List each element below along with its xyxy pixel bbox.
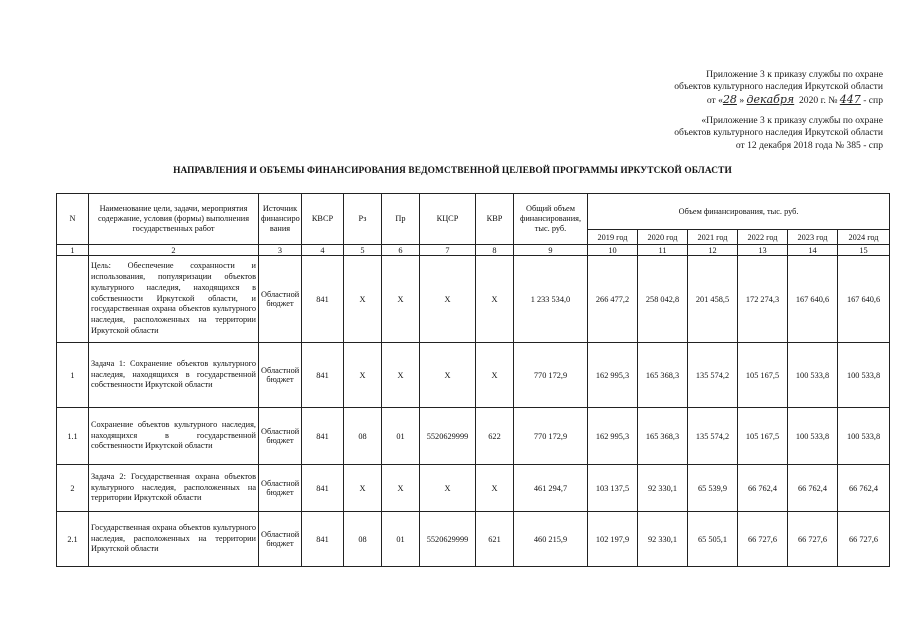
document-title: НАПРАВЛЕНИЯ И ОБЪЕМЫ ФИНАНСИРОВАНИЯ ВЕДОМСТВЕННОЙ ЦЕЛЕВОЙ ПРОГРАММЫ ИРКУТСКОЙ ОБЛАСТИ — [173, 166, 732, 176]
cell-year-value: 66 762,4 — [788, 465, 838, 512]
column-number: 10 — [588, 245, 638, 256]
date-year-number-label: 2020 г. № — [799, 94, 838, 106]
cell-n: 2.1 — [57, 512, 89, 567]
cell-pr: X — [382, 465, 420, 512]
cell-kvsr: 841 — [302, 343, 344, 408]
cell-kvsr: 841 — [302, 408, 344, 465]
cell-source: Областной бюджет — [259, 256, 302, 343]
cell-year-value: 92 330,1 — [638, 512, 688, 567]
cell-total: 460 215,9 — [514, 512, 588, 567]
table-row — [57, 465, 890, 512]
appendix-header-previous — [674, 115, 883, 152]
cell-rz: X — [344, 343, 382, 408]
column-number: 2 — [89, 245, 259, 256]
handwritten-month: декабря — [746, 92, 795, 106]
cell-kvsr: 841 — [302, 512, 344, 567]
header-pr: Пр — [382, 194, 420, 245]
cell-year-value: 103 137,5 — [588, 465, 638, 512]
cell-year-value: 100 533,8 — [788, 408, 838, 465]
cell-n: 1 — [57, 343, 89, 408]
column-number: 3 — [259, 245, 302, 256]
column-number: 14 — [788, 245, 838, 256]
cell-kcsr: X — [420, 256, 476, 343]
column-number: 11 — [638, 245, 688, 256]
cell-year-value: 258 042,8 — [638, 256, 688, 343]
cell-total: 461 294,7 — [514, 465, 588, 512]
cell-pr: X — [382, 256, 420, 343]
column-number: 6 — [382, 245, 420, 256]
cell-year-value: 100 533,8 — [838, 343, 890, 408]
cell-rz: X — [344, 465, 382, 512]
column-number-row — [57, 245, 890, 256]
appendix-header-line: объектов культурного наследия Иркутской области — [674, 81, 883, 93]
order-suffix: - спр — [863, 94, 883, 106]
cell-total: 770 172,9 — [514, 408, 588, 465]
cell-source: Областной бюджет — [259, 465, 302, 512]
appendix-header-current — [674, 69, 883, 107]
column-number: 12 — [688, 245, 738, 256]
financing-table — [56, 193, 890, 567]
table-row — [57, 256, 890, 343]
header-year: 2024 год — [838, 230, 890, 245]
column-number: 1 — [57, 245, 89, 256]
cell-kcsr: X — [420, 465, 476, 512]
cell-year-value: 135 574,2 — [688, 343, 738, 408]
header-year: 2021 год — [688, 230, 738, 245]
cell-year-value: 167 640,6 — [838, 256, 890, 343]
cell-kvsr: 841 — [302, 256, 344, 343]
header-year: 2023 год — [788, 230, 838, 245]
cell-year-value: 66 762,4 — [838, 465, 890, 512]
handwritten-day: 28 — [722, 92, 737, 106]
appendix-header-line: объектов культурного наследия Иркутской области — [674, 127, 883, 139]
cell-kvr: 621 — [476, 512, 514, 567]
cell-pr: X — [382, 343, 420, 408]
cell-year-value: 201 458,5 — [688, 256, 738, 343]
column-number: 5 — [344, 245, 382, 256]
cell-source: Областной бюджет — [259, 408, 302, 465]
cell-year-value: 165 368,3 — [638, 408, 688, 465]
cell-kvr: X — [476, 343, 514, 408]
cell-rz: X — [344, 256, 382, 343]
cell-year-value: 100 533,8 — [788, 343, 838, 408]
header-kcsr: КЦСР — [420, 194, 476, 245]
cell-name: Сохранение объектов культурного наследия, находящихся в государственной собственности Иркутской области — [89, 408, 259, 465]
cell-year-value: 135 574,2 — [688, 408, 738, 465]
header-name: Наименование цели, задачи, мероприятия содержание, условия (формы) выполнения государственных работ — [89, 194, 259, 245]
column-number: 7 — [420, 245, 476, 256]
column-number: 4 — [302, 245, 344, 256]
cell-year-value: 65 539,9 — [688, 465, 738, 512]
cell-name: Государственная охрана объектов культурного наследия, расположенных на территории Иркутской области — [89, 512, 259, 567]
cell-year-value: 100 533,8 — [838, 408, 890, 465]
cell-kvr: X — [476, 256, 514, 343]
header-rz: Рз — [344, 194, 382, 245]
cell-year-value: 172 274,3 — [738, 256, 788, 343]
column-number: 15 — [838, 245, 890, 256]
cell-kcsr: 5520629999 — [420, 408, 476, 465]
cell-name: Задача 2: Государственная охрана объектов культурного наследия, расположенных на территории Иркутской области — [89, 465, 259, 512]
cell-year-value: 162 995,3 — [588, 408, 638, 465]
cell-year-value: 162 995,3 — [588, 343, 638, 408]
table-row — [57, 512, 890, 567]
table-row — [57, 343, 890, 408]
cell-kvsr: 841 — [302, 465, 344, 512]
cell-n: 2 — [57, 465, 89, 512]
header-n: N — [57, 194, 89, 245]
cell-year-value: 105 167,5 — [738, 343, 788, 408]
cell-year-value: 165 368,3 — [638, 343, 688, 408]
header-source: Источник финансиро вания — [259, 194, 302, 245]
column-number: 9 — [514, 245, 588, 256]
cell-year-value: 66 762,4 — [738, 465, 788, 512]
cell-rz: 08 — [344, 408, 382, 465]
cell-pr: 01 — [382, 512, 420, 567]
table-row — [57, 408, 890, 465]
date-quote-close: » — [739, 94, 745, 106]
cell-year-value: 92 330,1 — [638, 465, 688, 512]
cell-year-value: 167 640,6 — [788, 256, 838, 343]
cell-year-value: 102 197,9 — [588, 512, 638, 567]
handwritten-order-number: 447 — [839, 92, 861, 106]
cell-kcsr: 5520629999 — [420, 512, 476, 567]
header-kvsr: КВСР — [302, 194, 344, 245]
header-kvr: КВР — [476, 194, 514, 245]
cell-year-value: 266 477,2 — [588, 256, 638, 343]
cell-kcsr: X — [420, 343, 476, 408]
cell-year-value: 65 505,1 — [688, 512, 738, 567]
cell-kvr: 622 — [476, 408, 514, 465]
cell-n: 1.1 — [57, 408, 89, 465]
cell-pr: 01 — [382, 408, 420, 465]
cell-kvr: X — [476, 465, 514, 512]
date-prefix: от « — [706, 94, 723, 106]
column-number: 8 — [476, 245, 514, 256]
header-year: 2022 год — [738, 230, 788, 245]
header-year: 2019 год — [588, 230, 638, 245]
header-total: Общий объем финансирования, тыс. руб. — [514, 194, 588, 245]
cell-total: 1 233 534,0 — [514, 256, 588, 343]
appendix-header-line: «Приложение 3 к приказу службы по охране — [701, 115, 883, 126]
appendix-header-date-line — [674, 94, 883, 107]
cell-name: Задача 1: Сохранение объектов культурного наследия, находящихся в государственной собственности Иркутской области — [89, 343, 259, 408]
cell-total: 770 172,9 — [514, 343, 588, 408]
cell-source: Областной бюджет — [259, 512, 302, 567]
cell-year-value: 105 167,5 — [738, 408, 788, 465]
appendix-header-line: Приложение 3 к приказу службы по охране — [706, 69, 883, 80]
cell-rz: 08 — [344, 512, 382, 567]
cell-name: Цель: Обеспечение сохранности и использования, популяризации объектов культурного наследия, находящихся в собственности Иркутской области, и государственная охрана объектов культурного наследия, расположенных на территории Иркутской области — [89, 256, 259, 343]
appendix-header-line: от 12 декабря 2018 года № 385 - спр — [735, 139, 883, 151]
cell-year-value: 66 727,6 — [788, 512, 838, 567]
cell-source: Областной бюджет — [259, 343, 302, 408]
cell-year-value: 66 727,6 — [738, 512, 788, 567]
column-number: 13 — [738, 245, 788, 256]
header-volume: Объем финансирования, тыс. руб. — [588, 194, 890, 230]
cell-n — [57, 256, 89, 343]
header-year: 2020 год — [638, 230, 688, 245]
cell-year-value: 66 727,6 — [838, 512, 890, 567]
